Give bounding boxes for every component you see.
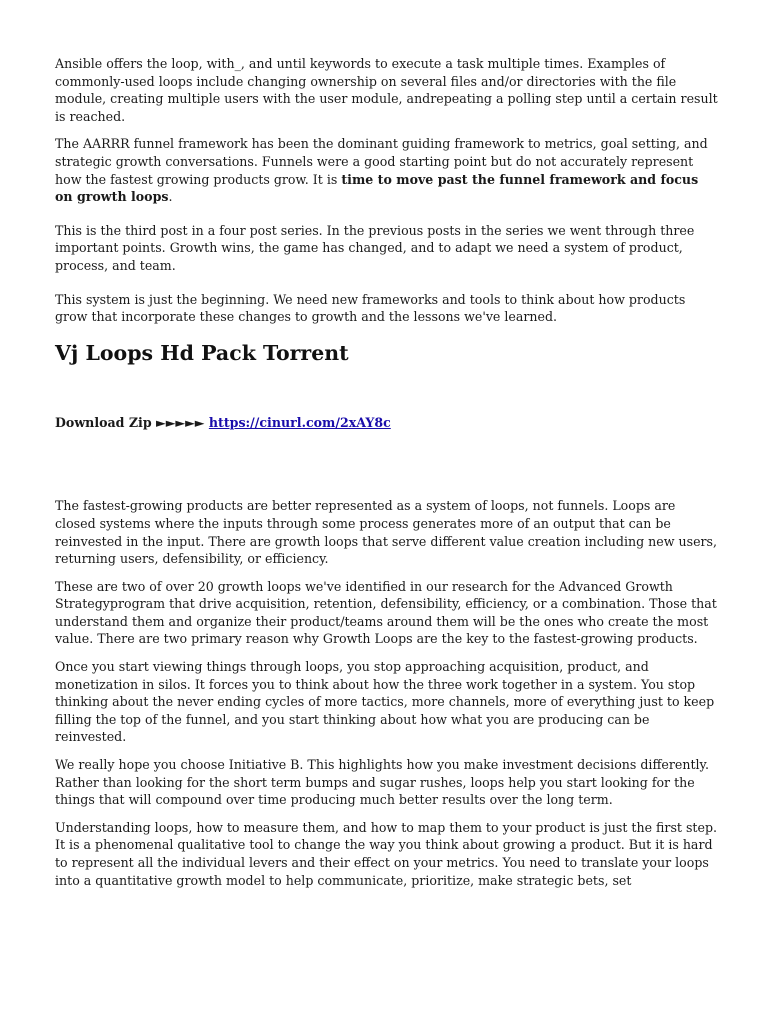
page-title: Vj Loops Hd Pack Torrent xyxy=(55,340,349,365)
download-line xyxy=(55,414,719,432)
intro-paragraph-2 xyxy=(55,135,719,205)
download-label: Download Zip ►►►►► xyxy=(55,414,209,430)
document-page xyxy=(55,55,719,889)
intro-paragraph-4: This system is just the beginning. We need new frameworks and tools to think about how products grow that incorporate these changes to growth and the lessons we've learned. xyxy=(55,291,686,325)
body-paragraph-2: These are two of over 20 growth loops we've identified in our research for the Advanced Growth Strategyprogram that drive acquisition, retention, defensibility, efficiency, or a combination. Those that understand them and organize their product/teams around them will be the ones who create the most value. There are two primary reason why Growth Loops are the key to the fastest-growing products. xyxy=(55,578,717,647)
intro-paragraph-2-text: The AARRR funnel framework has been the dominant guiding framework to metrics, goal setting, and strategic growth conversations. Funnels were a good starting point but do not accurately represent how the fastest growing products grow. It is xyxy=(55,136,708,187)
body-paragraph-3: Once you start viewing things through loops, you stop approaching acquisition, product, and monetization in silos. It forces you to think about how the three work together in a system. You stop thinking about the never ending cycles of more tactics, more channels, more of everything just to keep filling the top of the funnel, and you start thinking about how what you are producing can be reinvested. xyxy=(55,659,715,745)
body-paragraph-4: We really hope you choose Initiative B. This highlights how you make investment decisions differently. Rather than looking for the short term bumps and sugar rushes, loops help you start looking for the things that will compound over time producing much better results over the long term. xyxy=(55,757,709,808)
intro-paragraph-2-end: . xyxy=(168,189,173,205)
download-link[interactable]: https://cinurl.com/2xAY8c xyxy=(208,414,391,430)
intro-paragraph-2-bold: time to move past the funnel framework and focus on growth loops xyxy=(55,171,699,205)
body-paragraph-5: Understanding loops, how to measure them, and how to map them to your product is just the first step. It is a phenomenal qualitative tool to change the way you think about growing a product. But it is hard to represent all the individual levers and their effect on your metrics. You need to translate your loops into a quantitative growth model to help communicate, prioritize, make strategic bets, set xyxy=(55,819,718,888)
body-paragraph-1: The fastest-growing products are better represented as a system of loops, not funnels. Loops are closed systems where the inputs through some process generates more of an output that can be reinvested in the input. There are growth loops that serve different value creation including new users, returning users, defensibility, or efficiency. xyxy=(55,498,718,567)
intro-paragraph-1: Ansible offers the loop, with_, and until keywords to execute a task multiple times. Examples of commonly-used loops include changing ownership on several files and/or directories with the file module, creating multiple users with the user module, andrepeating a polling step until a certain result is reached. xyxy=(55,56,718,124)
intro-paragraph-3: This is the third post in a four post series. In the previous posts in the series we went through three important points. Growth wins, the game has changed, and to adapt we need a system of product, process, and team. xyxy=(55,222,695,273)
